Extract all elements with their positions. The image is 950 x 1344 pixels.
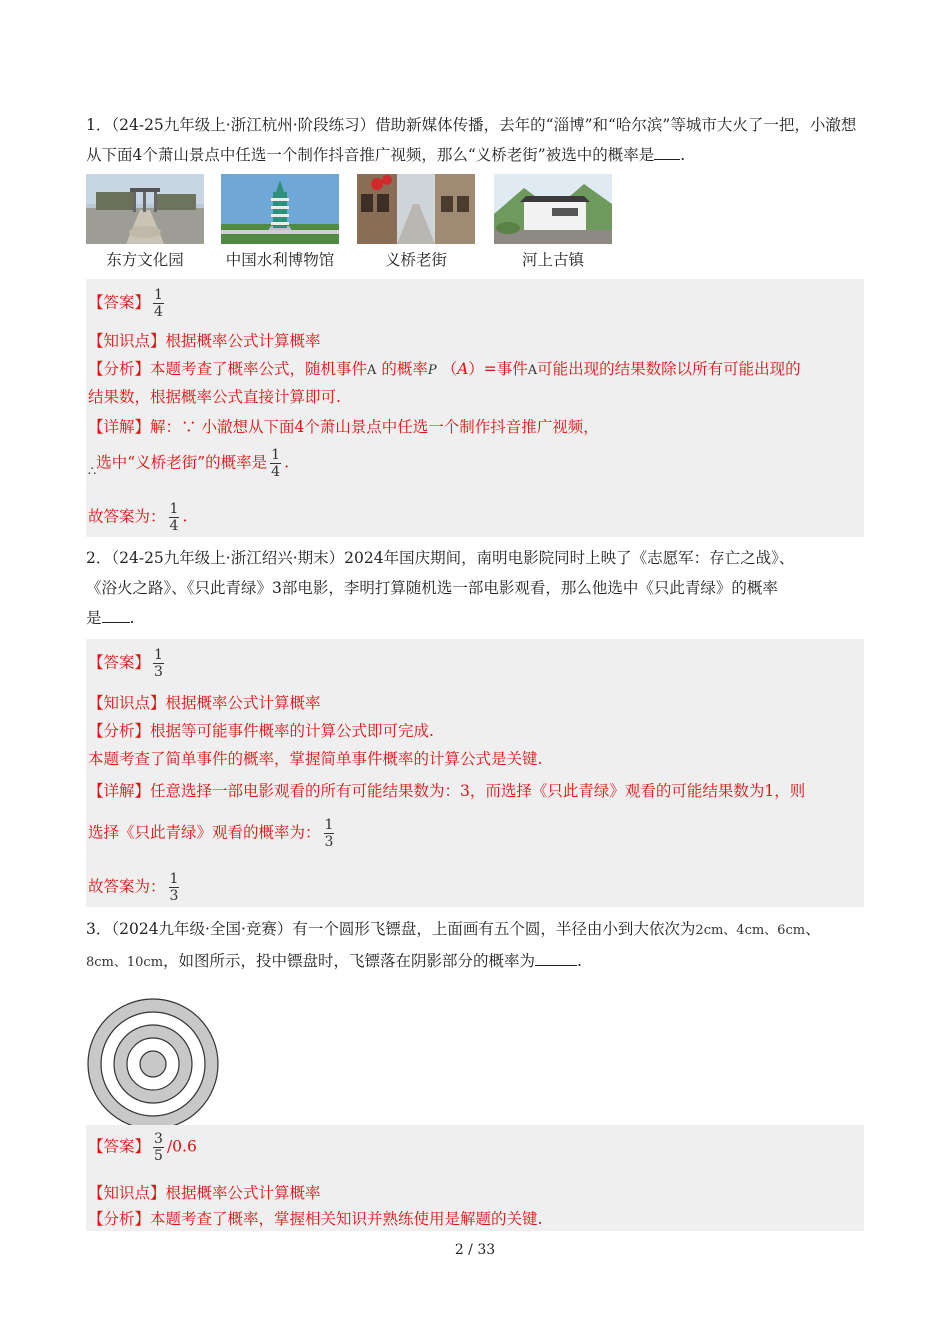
analysis-text: 根据等可能事件概率的计算公式即可完成. bbox=[150, 722, 434, 740]
question-2-line: 《浴火之路》、《只此青绿》3部电影，李明打算随机选一部电影观看，那么他选中《只此青绿》的概率 bbox=[86, 579, 778, 597]
answer-line bbox=[88, 647, 860, 680]
analysis-line bbox=[88, 355, 860, 385]
question-3-stem: ，如图所示，投中镖盘时，飞镖落在阴影部分的概率为 bbox=[163, 952, 536, 970]
analysis-text: 本题考查了概率公式，随机事件 bbox=[150, 360, 368, 378]
denominator: 4 bbox=[169, 518, 179, 534]
analysis-line bbox=[88, 1205, 860, 1233]
symbol-a: A bbox=[367, 363, 377, 378]
symbol-a: A bbox=[527, 363, 538, 378]
photo-yiqiao-old-street bbox=[357, 174, 475, 244]
detail-fraction bbox=[270, 447, 281, 480]
analysis-tag: 【分析】 bbox=[88, 1210, 151, 1228]
denominator: 3 bbox=[154, 664, 163, 680]
radii-values: 2cm、4cm、6cm bbox=[695, 923, 806, 938]
numerator: 1 bbox=[154, 647, 163, 663]
question-1-text bbox=[86, 110, 864, 170]
kp-text: 根据概率公式计算概率 bbox=[165, 694, 321, 712]
detail-text: 选中“义桥老街”的概率是 bbox=[96, 453, 268, 472]
numerator: 3 bbox=[154, 1131, 163, 1147]
period: . bbox=[577, 952, 582, 970]
period: . bbox=[680, 146, 686, 164]
caption-4: 河上古镇 bbox=[521, 251, 584, 269]
denominator: 4 bbox=[271, 464, 281, 480]
conclusion-fraction bbox=[169, 871, 180, 904]
question-1-solution bbox=[86, 279, 864, 537]
detail-tag: 【详解】 bbox=[88, 418, 151, 436]
symbol-p: P bbox=[427, 363, 437, 378]
period: . bbox=[182, 507, 188, 526]
conclusion-fraction bbox=[169, 501, 180, 534]
question-2-stem-end: 是 bbox=[86, 609, 102, 627]
photo-heshang-ancient-town bbox=[494, 174, 612, 244]
answer-fraction bbox=[153, 287, 164, 320]
caption-1: 东方文化园 bbox=[106, 251, 184, 269]
analysis-line-2: 本题考查了简单事件的概率，掌握简单事件概率的计算公式是关键. bbox=[88, 750, 543, 768]
answer-decimal: /0.6 bbox=[166, 1137, 197, 1156]
separator: 、 bbox=[805, 920, 821, 938]
numerator: 1 bbox=[169, 501, 179, 517]
answer-blank bbox=[654, 141, 680, 160]
knowledge-point-line bbox=[88, 327, 860, 355]
detail-line bbox=[88, 413, 860, 441]
analysis-text: 的概率 bbox=[381, 360, 428, 378]
question-1-stem: 1．（24-25九年级上·浙江杭州·阶段练习）借助新媒体传播，去年的“淄博”和“哈尔滨”等城市大火了一把，小澈想从下面4个萧山景点中任选一个制作抖音推广视频，那么“义桥老街”被选中的概率是 bbox=[86, 116, 857, 164]
photo-water-museum bbox=[221, 174, 339, 244]
detail-tag: 【详解】 bbox=[88, 782, 151, 800]
answer-fraction bbox=[153, 1131, 164, 1164]
numerator: 1 bbox=[324, 817, 334, 833]
caption-2: 中国水利博物馆 bbox=[225, 251, 335, 269]
answer-tag: 【答案】 bbox=[88, 293, 151, 312]
denominator: 4 bbox=[154, 304, 163, 320]
detail-fraction bbox=[324, 817, 335, 850]
photo-dongfang-culture-park bbox=[86, 174, 204, 244]
detail-text: 选择《只此青绿》观看的概率为： bbox=[88, 823, 321, 842]
denominator: 5 bbox=[154, 1148, 163, 1164]
question-2-line bbox=[86, 603, 864, 633]
answer-tag: 【答案】 bbox=[88, 1137, 151, 1156]
denominator: 3 bbox=[324, 834, 334, 850]
analysis-text: （ bbox=[441, 360, 458, 378]
question-3-solution bbox=[86, 1125, 864, 1231]
detail-text: 任意选择一部电影观看的所有可能结果数为：3，而选择《只此青绿》观看的可能结果数为1，则 bbox=[150, 782, 806, 800]
detail-text: 解：∵ 小澈想从下面4个萧山景点中任选一个制作抖音推广视频， bbox=[150, 418, 599, 436]
knowledge-point-line bbox=[88, 689, 860, 717]
answer-blank bbox=[535, 947, 577, 966]
page-number: 2 / 33 bbox=[454, 1242, 496, 1258]
kp-text: 根据概率公式计算概率 bbox=[165, 1184, 321, 1202]
knowledge-point-line bbox=[88, 1179, 860, 1207]
analysis-text: 本题考查了概率，掌握相关知识并熟练使用是解题的关键. bbox=[150, 1210, 543, 1228]
caption-3: 义桥老街 bbox=[384, 251, 447, 269]
conclusion-line bbox=[88, 501, 860, 534]
detail-line-2 bbox=[88, 817, 860, 850]
detail-line-2 bbox=[88, 447, 860, 487]
question-3-text bbox=[86, 914, 864, 978]
kp-text: 根据概率公式计算概率 bbox=[165, 332, 321, 350]
answer-tag: 【答案】 bbox=[88, 653, 151, 672]
period: . bbox=[129, 609, 135, 627]
conclusion-text: 故答案为： bbox=[88, 507, 166, 526]
answer-blank bbox=[102, 604, 130, 623]
analysis-line bbox=[88, 717, 860, 745]
ring-2cm bbox=[140, 1051, 166, 1077]
period: . bbox=[284, 453, 289, 472]
denominator: 3 bbox=[169, 888, 179, 904]
analysis-line-2: 结果数，根据概率公式直接计算即可. bbox=[88, 388, 341, 406]
answer-fraction bbox=[153, 647, 164, 680]
kp-tag: 【知识点】 bbox=[88, 1184, 166, 1202]
question-3-line bbox=[86, 946, 864, 978]
numerator: 1 bbox=[271, 447, 281, 463]
analysis-text: ）=事件 bbox=[468, 360, 528, 378]
conclusion-line bbox=[88, 871, 860, 904]
kp-tag: 【知识点】 bbox=[88, 694, 166, 712]
therefore-symbol: ∴ bbox=[88, 464, 97, 480]
answer-line bbox=[88, 287, 860, 320]
radii-values: 8cm、10cm bbox=[86, 955, 164, 970]
detail-line bbox=[88, 777, 860, 805]
question-3-line bbox=[86, 914, 864, 946]
analysis-tag: 【分析】 bbox=[88, 360, 151, 378]
dartboard-diagram bbox=[86, 997, 220, 1131]
question-3-stem: 3．（2024九年级·全国·竞赛）有一个圆形飞镖盘，上面画有五个圆，半径由小到大依次为 bbox=[86, 920, 696, 938]
numerator: 1 bbox=[169, 871, 179, 887]
question-2-line: 2．（24-25九年级上·浙江绍兴·期末）2024年国庆期间，南明电影院同时上映了《志愿军：存亡之战》、 bbox=[86, 549, 795, 567]
analysis-tag: 【分析】 bbox=[88, 722, 151, 740]
answer-line bbox=[88, 1131, 860, 1164]
question-2-text bbox=[86, 543, 864, 633]
conclusion-text: 故答案为： bbox=[88, 877, 166, 896]
kp-tag: 【知识点】 bbox=[88, 332, 166, 350]
symbol-a: A bbox=[457, 360, 469, 378]
analysis-text: 可能出现的结果数除以所有可能出现的 bbox=[537, 360, 801, 378]
numerator: 1 bbox=[154, 287, 163, 303]
question-2-solution bbox=[86, 639, 864, 907]
